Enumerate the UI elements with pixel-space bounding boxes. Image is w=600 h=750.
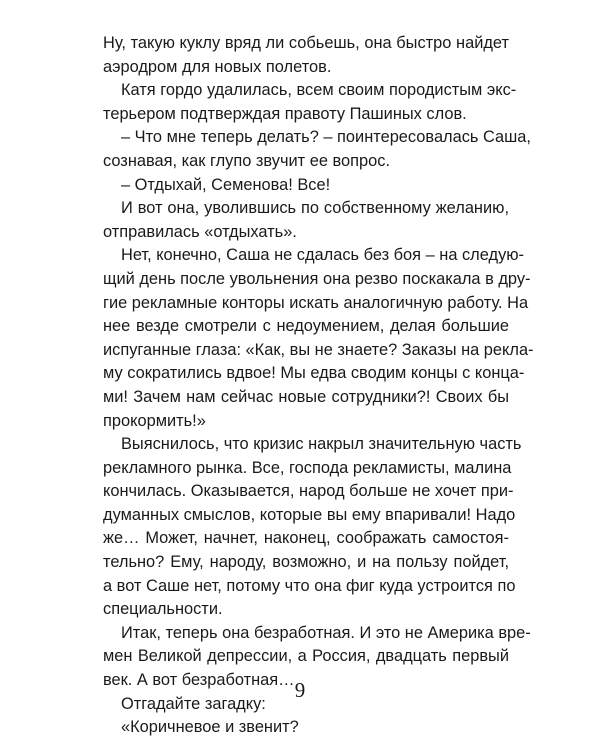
- text-line: нее везде смотрели с недоумением, делая большие: [103, 317, 509, 336]
- body-text: [103, 32, 534, 740]
- paragraph: [103, 197, 509, 244]
- text-line: щий день после увольнения она резво поскакала в дру-: [103, 269, 531, 288]
- text-line: гие рекламные конторы искать аналогичную работу. На: [103, 293, 529, 312]
- text-line: аэродром для новых полетов.: [103, 57, 332, 76]
- text-line: же… Может, начнет, наконец, соображать самостоя-: [103, 529, 509, 548]
- paragraph: [103, 79, 517, 126]
- text-line: тельно? Ему, народу, возможно, и на пользу пойдет,: [103, 553, 509, 572]
- paragraph: [103, 32, 509, 79]
- text-line: Катя гордо удалилась, всем своим породистым экс-: [121, 81, 517, 100]
- paragraph: [103, 174, 509, 198]
- paragraph: [103, 433, 522, 622]
- text-line: Выяснилось, что кризис накрыл значительную часть: [121, 435, 522, 454]
- text-line: – Отдыхай, Семенова! Все!: [121, 175, 331, 194]
- text-line: прокормить!»: [103, 411, 206, 430]
- text-line: Ну, такую куклу вряд ли собьешь, она быстро найдет: [103, 34, 509, 52]
- text-line: Отгадайте загадку:: [121, 694, 266, 713]
- text-line: кончилась. Оказывается, народ больше не хочет при-: [103, 482, 514, 501]
- text-line: – Что мне теперь делать? – поинтересовалась Саша,: [121, 128, 531, 147]
- text-line: век. А вот безработная…: [103, 671, 295, 690]
- text-line: а вот Саше нет, потому что она фиг куда устроится по: [103, 576, 516, 595]
- text-line: рекламного рынка. Все, господа рекламисты, малина: [103, 458, 512, 477]
- text-line: му сократились вдвое! Мы едва сводим концы с конца-: [103, 364, 525, 383]
- page-number: 9: [294, 678, 306, 702]
- text-line: ми! Зачем нам сейчас новые сотрудники?! Своих бы: [103, 387, 509, 406]
- text-line: отправилась «отдыхать».: [103, 222, 297, 241]
- paragraph: [103, 716, 509, 740]
- paragraph: [103, 126, 531, 173]
- text-line: сознавая, как глупо звучит ее вопрос.: [103, 151, 391, 170]
- text-line: испуганные глаза: «Как, вы не знаете? Заказы на рекла-: [103, 340, 534, 359]
- text-line: специальности.: [103, 600, 223, 619]
- text-line: терьером подтверждая правоту Пашиных слов.: [103, 104, 467, 123]
- text-line: мен Великой депрессии, а Россия, двадцать первый: [103, 647, 509, 666]
- text-line: думанных смыслов, которые вы ему впаривали! Надо: [103, 505, 516, 524]
- text-line: Нет, конечно, Саша не сдалась без боя – на следую-: [121, 246, 525, 265]
- paragraph: [103, 244, 534, 433]
- text-line: «Коричневое и звенит?: [121, 718, 299, 737]
- text-line: И вот она, уволившись по собственному желанию,: [121, 199, 509, 218]
- text-line: Итак, теперь она безработная. И это не Америка вре-: [121, 623, 531, 642]
